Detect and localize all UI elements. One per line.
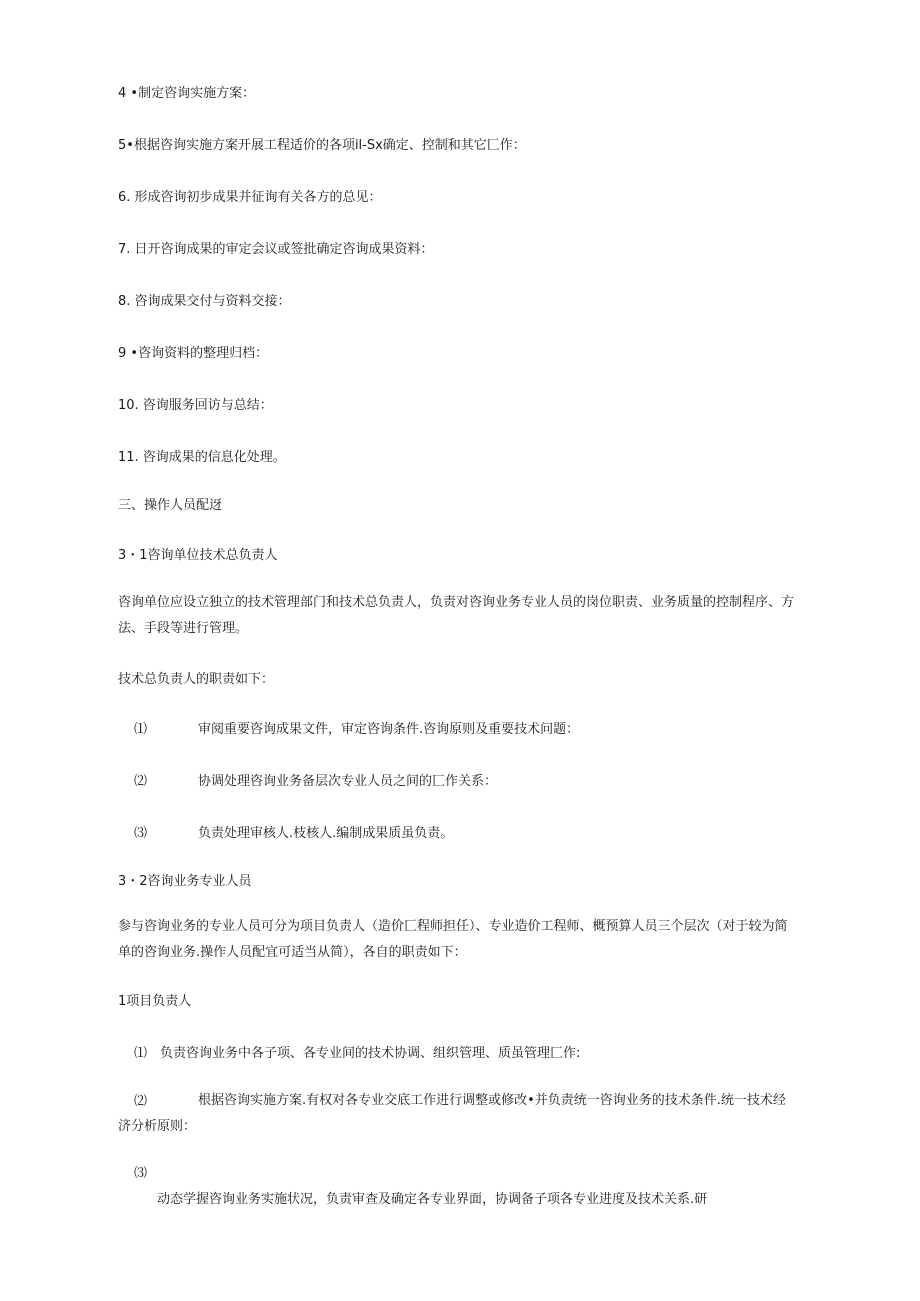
step-8: 8. 咨询成果交付与资料交接： (118, 294, 291, 309)
subheading-project-lead: 1项目负责人 (118, 994, 192, 1009)
item-1-number: ⑴ (134, 1046, 148, 1061)
paragraph-tech-manager: 咨询单位应设立独立的技术管理部门和技术总负责人，负责对咨询业务专业人员的岗位职责、业务质量的控制程序、方法、手段等进行管理。 (118, 595, 795, 636)
item-2-text: 根据咨询实施方案.有权对各专业交底工作进行调整或修改•并负责统一咨询业务的技术条件.统一技术经济分析原则： (118, 1093, 786, 1134)
step-11: 11. 咨询成果的信息化处理。 (118, 450, 286, 465)
item-1-text: 负责咨询业务中各子项、各专业间的技术协调、组织管理、质虽管理匚作: (160, 1046, 581, 1061)
step-7: 7. 日开咨询成果的审定会议或签批确定咨询成果资料： (118, 242, 434, 257)
duty-3-text: 负责处理审核人.枝核人.编制成果质虽负责。 (198, 826, 454, 841)
item-2-number: ⑵ (134, 1094, 148, 1109)
item-3-number: ⑶ (134, 1166, 148, 1181)
duty-3-number: ⑶ (134, 826, 148, 841)
step-6: 6. 形成咨询初步成果并征询有关各方的总见： (118, 190, 382, 205)
section-3-2-heading: 3・2咨询业务专业人员 (118, 874, 252, 889)
duty-1-text: 审阅重要咨询成果文件，审定咨询条件.咨询原则及重要技术问题： (198, 722, 580, 737)
duty-2-number: ⑵ (134, 774, 148, 789)
duty-intro: 技术总负责人的职责如下： (118, 672, 275, 687)
step-9: 9 •咨询资料的整理归档： (118, 346, 269, 361)
duty-2-text: 协调处理咨询业务备层次专业人员之间的匚作关系： (198, 774, 498, 789)
step-5: 5•根据咨询实施方案开展工程适价的各项il-Sx确定、控制和其它匚作： (118, 138, 526, 153)
paragraph-professionals: 参与咨询业务的专业人员可分为项目负责人（造价匚程师担任）、专业造价工程师、概预算人员三个层次（对于较为简单的咨询业务.操作人员配宜可适当从简），各自的职责如下： (118, 919, 788, 960)
step-10: 10. 咨询服务回访与总结： (118, 398, 273, 413)
section-3-1-heading: 3・1咨询单位技术总负责人 (118, 548, 278, 563)
item-3-text: 动态学握咨询业务实施状况，负责审查及确定各专业界面，协调备子项各专业进度及技术关系.研 (157, 1192, 708, 1207)
duty-1-number: ⑴ (134, 722, 148, 737)
step-4: 4 •制定咨询实施方案： (118, 86, 256, 101)
section-heading-3: 三、操作人员配迓 (118, 498, 223, 513)
